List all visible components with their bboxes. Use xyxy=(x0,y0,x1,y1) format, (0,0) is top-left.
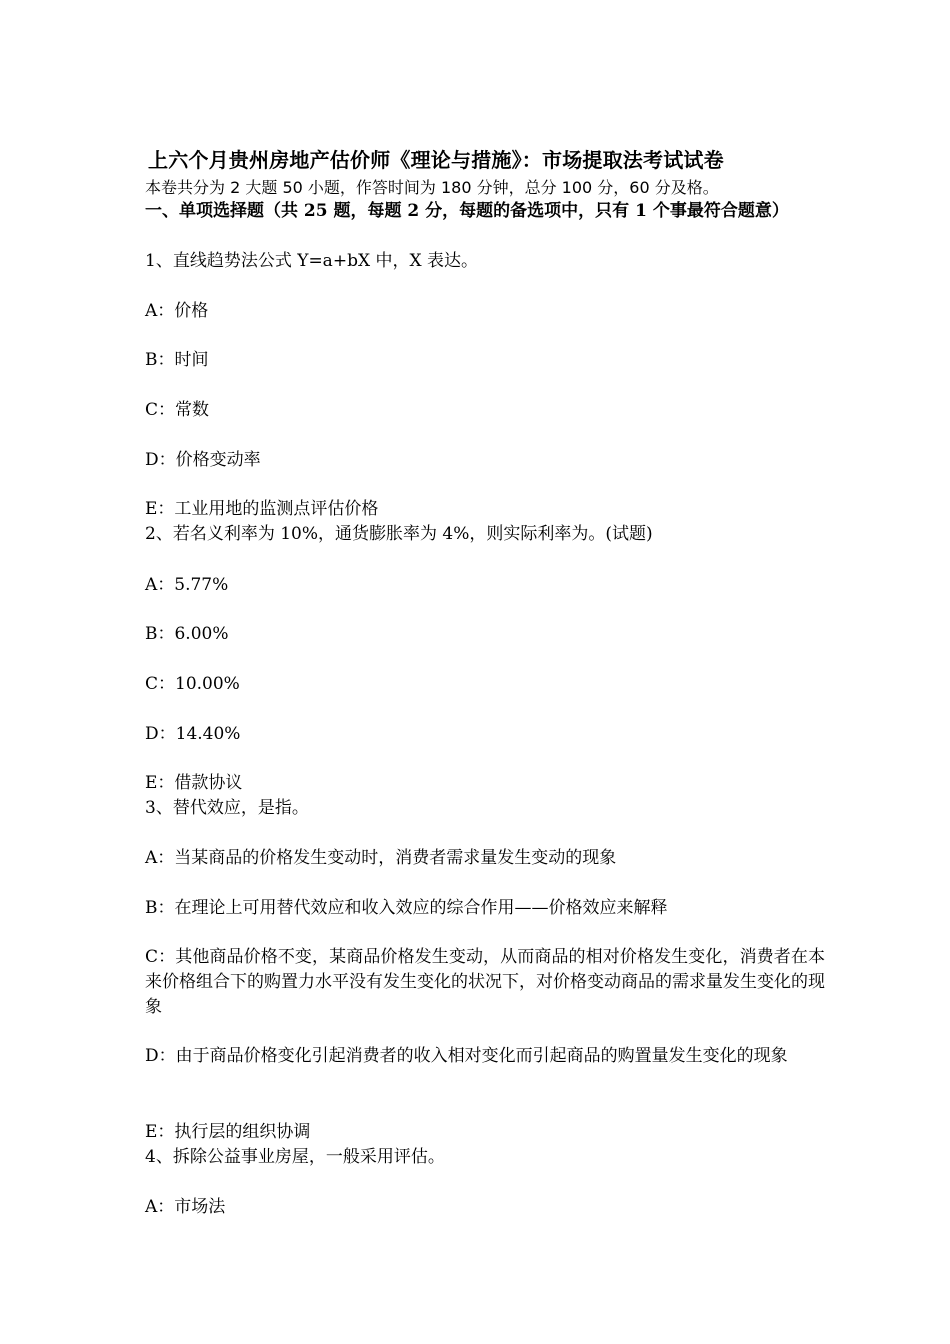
answer-option: D：14.40% xyxy=(145,724,241,744)
answer-option: A：价格 xyxy=(145,301,209,321)
answer-option: B：在理论上可用替代效应和收入效应的综合作用——价格效应来解释 xyxy=(145,898,668,918)
section-heading: 一、单项选择题（共 25 题，每题 2 分，每题的备选项中，只有 1 个事最符合题意） xyxy=(145,201,789,221)
question-stem: 1、直线趋势法公式 Y=a+bX 中，X 表达。 xyxy=(145,251,478,271)
answer-option: C：其他商品价格不变，某商品价格发生变动，从而商品的相对价格发生变化，消费者在本来价格组合下的购置力水平没有发生变化的状况下，对价格变动商品的需求量发生变化的现象 xyxy=(145,947,825,1017)
answer-option: E：工业用地的监测点评估价格 xyxy=(145,499,379,519)
answer-option: E：借款协议 xyxy=(145,773,243,793)
question-stem: 4、拆除公益事业房屋，一般采用评估。 xyxy=(145,1147,445,1167)
answer-option: B：6.00% xyxy=(145,624,229,644)
answer-option: C：10.00% xyxy=(145,674,240,694)
answer-option: A：市场法 xyxy=(145,1197,226,1217)
document-title: 上六个月贵州房地产估价师《理论与措施》：市场提取法考试试卷 xyxy=(148,148,724,172)
answer-option: A：5.77% xyxy=(145,575,229,595)
answer-option: B：时间 xyxy=(145,350,209,370)
answer-option: A：当某商品的价格发生变动时，消费者需求量发生变动的现象 xyxy=(145,848,617,868)
answer-option: D：由于商品价格变化引起消费者的收入相对变化而引起商品的购置量发生变化的现象 xyxy=(145,1046,788,1066)
answer-option: E：执行层的组织协调 xyxy=(145,1122,311,1142)
answer-option: D：价格变动率 xyxy=(145,450,261,470)
question-stem: 2、若名义利率为 10%，通货膨胀率为 4%，则实际利率为。(试题) xyxy=(145,524,653,544)
answer-option: C：常数 xyxy=(145,400,210,420)
question-stem: 3、替代效应，是指。 xyxy=(145,798,309,818)
exam-intro: 本卷共分为 2 大题 50 小题，作答时间为 180 分钟，总分 100 分，60 分及格。 xyxy=(145,178,719,197)
